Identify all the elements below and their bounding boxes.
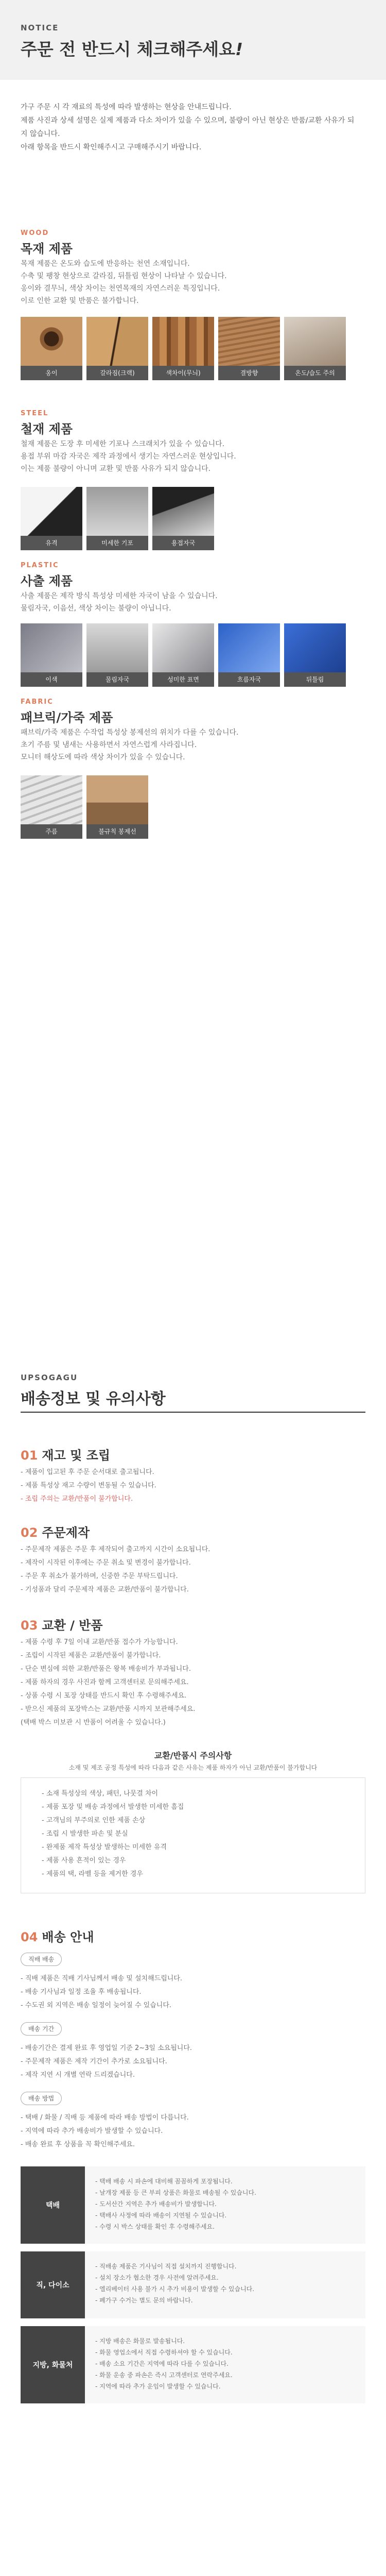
section-custom-title: 02 주문제작 xyxy=(21,1526,90,1540)
notice-tag: NOTICE xyxy=(21,23,59,32)
section-delivery-title: 04 배송 안내 xyxy=(21,1930,94,1944)
wood-text: 목재 제품은 온도와 습도에 반응하는 천연 소재입니다. 수축 및 팽창 현상으로 갈라짐, 뒤틀림 현상이 나타날 수 있습니다. 옹이와 결무늬, 색상 차이는 천연목재의 자연스러운 특징입니다. 이로 인한 교환 및 반품은 불가합니다. xyxy=(21,260,227,305)
swatch-mark: 물림자국 xyxy=(86,623,148,687)
swatch-weld: 용접자국 xyxy=(152,487,214,550)
swatch-flow: 흐름자국 xyxy=(218,623,280,687)
return-caution-sub: 소재 및 제조 공정 특성에 따라 다음과 같은 사유는 제품 하자가 아닌 교환/반품이 불가합니다 xyxy=(68,1764,318,1771)
section-stock-text: - 제품이 입고된 후 주문 순서대로 출고됩니다. - 제품 특성상 재고 수량이 변동될 수 있습니다. - 조립 주의는 교환/반품이 불가합니다. xyxy=(21,1468,156,1503)
return-caution-list: - 소재 특성상의 색상, 패턴, 나뭇결 차이 - 제품 포장 및 배송 과정에서 발생한 미세한 흠집 - 고객님의 부주의로 인한 제품 손상 - 조립 시 발생한 파손 및 분실 - 완제품 제작 특성상 발생하는 미세한 유격 - 제품 사용 흔적이 있는 경우 - 제품의 택, 라벨 등을 제거한 경우 xyxy=(42,1790,184,1878)
pill-direct: 직배 배송 xyxy=(21,1953,62,1966)
notice-header xyxy=(0,0,386,80)
swatch-surface: 성미한 표면 xyxy=(152,623,214,687)
intro-line: 아래 항목을 반드시 확인해주시고 구매해주시기 바랍니다. xyxy=(21,143,202,151)
fabric-tag: FABRIC xyxy=(21,698,54,706)
section-stock-title: 01 재고 및 조립 xyxy=(21,1448,111,1463)
carrier-parcel: 택배 - 택배 배송 시 파손에 대비해 꼼꼼하게 포장됩니다. - 날개장 제품 등 큰 부피 상품은 화물로 배송될 수 있습니다. - 도서산간 지역은 추가 배송비가 발생합니다. - 택배사 사정에 따라 배송이 지연될 수 있습니다. - 수령 시 박스 상태를 확인 후 수령해주세요. xyxy=(21,2166,365,2244)
delivery-period-text: - 배송기간은 결제 완료 후 영업일 기준 2~3일 소요됩니다. - 주문제작 제품은 제작 기간이 추가로 소요됩니다. - 제작 지연 시 개별 연락 드리겠습니다. xyxy=(21,2044,192,2079)
plastic-text: 사출 제품은 제작 방식 특성상 미세한 자국이 남을 수 있습니다. 물림자국, 이음선, 색상 차이는 불량이 아닙니다. xyxy=(21,592,218,613)
swatch-seam: 불규칙 봉제선 xyxy=(86,775,148,839)
fabric-title: 패브릭/가죽 제품 xyxy=(21,710,113,725)
swatch-crack: 갈라짐(크랙) xyxy=(86,317,148,380)
plastic-swatches xyxy=(21,623,346,687)
steel-text: 철재 제품은 도장 후 미세한 기포나 스크래치가 있을 수 있습니다. 용접 부위 마감 자국은 제작 과정에서 생기는 자연스러운 현상입니다. 이는 제품 불량이 아니며 교환 및 반품 사유가 되지 않습니다. xyxy=(21,440,236,473)
swatch-warp: 뒤틀림 xyxy=(284,623,346,687)
fabric-swatches xyxy=(21,775,148,839)
wood-tag: WOOD xyxy=(21,229,49,237)
shipping-tag: UPSOGAGU xyxy=(21,1373,78,1382)
wood-swatches xyxy=(21,317,346,380)
shipping-divider xyxy=(21,1412,365,1413)
steel-title: 철재 제품 xyxy=(21,422,73,436)
fabric-text: 패브릭/가죽 제품은 수작업 특성상 봉제선의 위치가 다를 수 있습니다. 초기 주름 및 냄새는 사용하면서 자연스럽게 사라집니다. 모니터 해상도에 따라 색상 차이가 있을 수 있습니다. xyxy=(21,728,239,761)
swatch-gap: 유격 xyxy=(21,487,82,550)
delivery-method-text: - 택배 / 화물 / 직배 등 제품에 따라 배송 방법이 다릅니다. - 지역에 따라 추가 배송비가 발생할 수 있습니다. - 배송 완료 후 상품을 꼭 확인해주세요. xyxy=(21,2114,189,2148)
carrier-freight: 지방, 화물처 - 지방 배송은 화물로 발송됩니다. - 화물 영업소에서 직접 수령하셔야 할 수 있습니다. - 배송 소요 기간은 지역에 따라 다를 수 있습니다. - 화물 운송 중 파손은 즉시 고객센터로 연락주세요. - 지역에 따라 추가 운임이 발생할 수 있습니다. xyxy=(21,2326,365,2403)
plastic-tag: PLASTIC xyxy=(21,562,59,569)
notice-title: 주문 전 반드시 체크해주세요! xyxy=(21,39,243,59)
shipping-title: 배송정보 및 유의사항 xyxy=(21,1390,166,1408)
pill-method: 배송 방법 xyxy=(21,2092,62,2105)
wood-title: 목재 제품 xyxy=(21,242,73,256)
intro-line: 가구 주문 시 각 재료의 특성에 따라 발생하는 현상을 안내드립니다. xyxy=(21,103,232,111)
swatch-bubble: 미세한 기포 xyxy=(86,487,148,550)
delivery-direct-text: - 직배 제품은 직배 기사님께서 배송 및 설치해드립니다. - 배송 기사님과 일정 조율 후 배송됩니다. - 수도권 외 지역은 배송 일정이 늦어질 수 있습니다. xyxy=(21,1975,183,2009)
section-return-text: - 제품 수령 후 7일 이내 교환/반품 접수가 가능합니다. - 조립이 시작된 제품은 교환/반품이 불가합니다. - 단순 변심에 의한 교환/반품은 왕복 배송비가 부과됩니다. - 제품 하자의 경우 사진과 함께 고객센터로 문의해주세요. - 상품 수령 시 포장 상태를 반드시 확인 후 수령해주세요. - 받으신 제품의 포장박스는 교환/반품 시까지 보관해주세요. (택배 박스 미보관 시 반품이 어려울 수 있습니다.) xyxy=(21,1638,196,1726)
plastic-title: 사출 제품 xyxy=(21,574,73,588)
swatch-color: 색차이(무늬) xyxy=(152,317,214,380)
swatch-knot: 옹이 xyxy=(21,317,82,380)
pill-period: 배송 기간 xyxy=(21,2022,62,2036)
carrier-direct: 직, 다이소 - 직배송 제품은 기사님이 직접 설치까지 진행합니다. - 설치 장소가 협소한 경우 사전에 알려주세요. - 엘리베이터 사용 불가 시 추가 비용이 발생할 수 있습니다. - 폐가구 수거는 별도 문의 바랍니다. xyxy=(21,2251,365,2318)
swatch-discolor: 이색 xyxy=(21,623,82,687)
swatch-wrinkle: 주름 xyxy=(21,775,82,839)
swatch-humidity: 온도/습도 주의 xyxy=(284,317,346,380)
return-caution-title: 교환/반품시 주의사항 xyxy=(154,1751,232,1760)
section-custom-text: - 주문제작 제품은 주문 후 제작되어 출고까지 시간이 소요됩니다. - 제작이 시작된 이후에는 주문 취소 및 변경이 불가합니다. - 주문 후 취소가 불가하며, 신중한 주문 부탁드립니다. - 기성품과 달리 주문제작 제품은 교환/반품이 불가합니다. xyxy=(21,1546,210,1594)
return-caution-box xyxy=(21,1777,365,1893)
steel-tag: STEEL xyxy=(21,410,49,417)
section-return-title: 03 교환 / 반품 xyxy=(21,1618,103,1633)
steel-swatches xyxy=(21,487,214,550)
notice-intro xyxy=(21,100,360,154)
intro-line: 제품 사진과 상세 설명은 실제 제품과 다소 차이가 있을 수 있으며, 불량이 아닌 현상은 반품/교환 사유가 되지 않습니다. xyxy=(21,116,355,138)
swatch-grain: 결방향 xyxy=(218,317,280,380)
